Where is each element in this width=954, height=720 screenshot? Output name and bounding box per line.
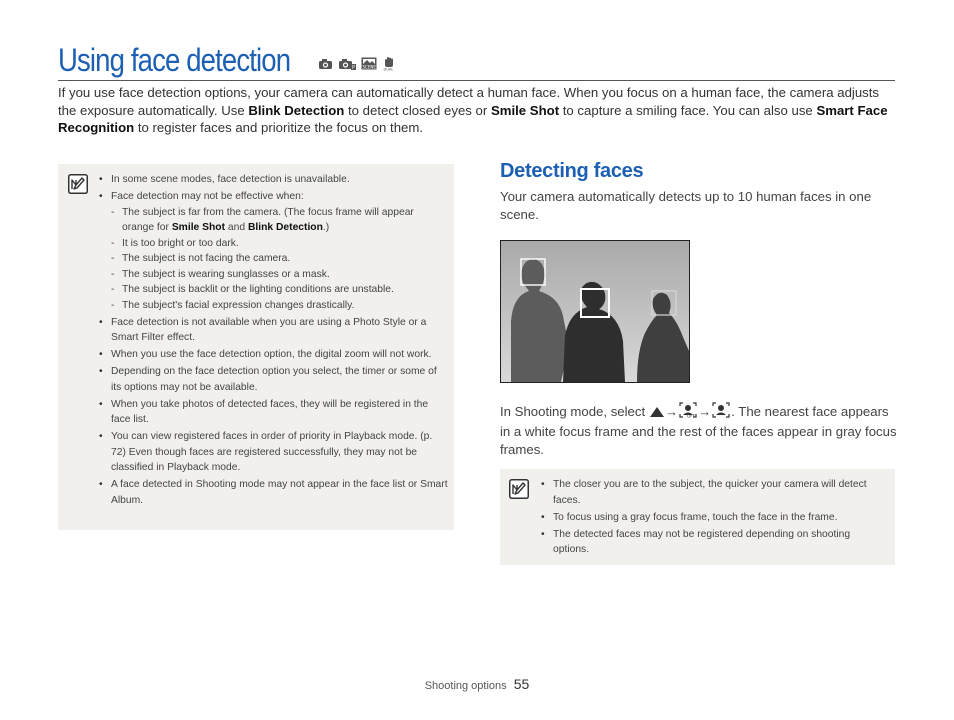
list-item: • When you take photos of detected faces, they will be registered in the face list.: [98, 397, 448, 428]
note-box-right: [500, 469, 895, 565]
list-item: • When you use the face detection option, the digital zoom will not work.: [98, 347, 448, 363]
face-detection-off-icon: [679, 402, 697, 423]
arrow-text: →: [664, 403, 679, 419]
list-item: • A face detected in Shooting mode may not appear in the face list or Smart Album.: [98, 477, 448, 508]
scene-icon: [361, 57, 377, 75]
camera-program-icon: [338, 57, 356, 75]
list-item: • The closer you are to the subject, the quicker your camera will detect faces.: [540, 477, 885, 508]
page-number: 55: [513, 676, 530, 692]
list-item: • To focus using a gray focus frame, touch the face in the frame.: [540, 510, 885, 526]
smart-face-recognition-term: Smart Face Recognition: [58, 102, 888, 135]
list-item: • The detected faces may not be registered depending on shooting options.: [540, 527, 885, 558]
list-item: • You can view registered faces in order of priority in Playback mode. (p. 72) Even though faces are registered successfully, they may not be classified in Playback mode.: [98, 429, 448, 476]
list-item: - It is too bright or too dark.: [111, 236, 448, 252]
list-item: • Depending on the face detection option you select, the timer or some of its options may not be available.: [98, 364, 448, 395]
menu-up-icon: [650, 404, 664, 422]
section-text: Your camera automatically detects up to 10 human faces in one scene.: [500, 189, 872, 222]
smile-shot-term: Smile Shot: [490, 102, 560, 118]
note-list-left: [98, 172, 448, 510]
shooting-instructions: In Shooting mode, select → OFF → . The nearest face appears in a white focus frame and the rest of the faces appear in gray focus frames.: [500, 403, 897, 457]
list-item: • Face detection is not available when you are using a Photo Style or a Smart Filter effect.: [98, 315, 448, 346]
list-item: • In some scene modes, face detection is unavailable.: [98, 172, 448, 188]
sub-list: [111, 205, 448, 314]
note-box-left: [58, 164, 454, 530]
camera-auto-icon: [318, 57, 333, 75]
note-list-right: [540, 477, 885, 559]
intro-paragraph: If you use face detection options, your camera can automatically detect a human face. When you focus on a human face, the camera adjusts the exposure automatically. Use Blink Detection to detect closed eyes or Smile Shot to capture a smiling face. You can also use Smart Face Recognition to register faces and prioritize the focus on them.: [58, 85, 888, 135]
off-icon-label: OFF: [687, 413, 696, 418]
note-icon: [68, 174, 88, 199]
dual-icon-label: DUAL: [383, 67, 394, 71]
list-item: • Face detection may not be effective when: - The subject is far from the camera. (The focus frame will appear orange for Smile Shot and Blink Detection.) - It is too bright or too dark. - The subject is not facing the camera. - The subject is wearing sunglasses or a mask. - The subject is backlit or the lighting conditions are unstable. - The subject's facial expression changes drastically.: [98, 189, 448, 313]
page-footer: [0, 676, 954, 692]
blink-detection-term: Blink Detection: [248, 102, 345, 118]
section-title: Detecting faces: [500, 160, 644, 182]
dual-is-icon: [382, 56, 396, 76]
list-item: - The subject's facial expression changes drastically.: [111, 298, 448, 314]
list-item: - The subject is wearing sunglasses or a mask.: [111, 267, 448, 283]
face-detection-icon: [712, 402, 730, 423]
svg-text:P: P: [352, 65, 356, 70]
footer-section: Shooting options: [424, 680, 507, 692]
list-item: - The subject is backlit or the lighting conditions are unstable.: [111, 282, 448, 298]
arrow-text: →: [698, 403, 712, 419]
list-item: - The subject is far from the camera. (The focus frame will appear orange for Smile Shot and Blink Detection.): [111, 205, 448, 236]
title-rule: [58, 80, 895, 81]
scene-icon-label: SCENE: [362, 64, 376, 70]
list-item: - The subject is not facing the camera.: [111, 251, 448, 267]
page-title: Using face detection: [58, 42, 291, 78]
note-icon: [509, 479, 529, 504]
face-detection-photo: [500, 240, 690, 383]
mode-icons: [318, 56, 396, 76]
